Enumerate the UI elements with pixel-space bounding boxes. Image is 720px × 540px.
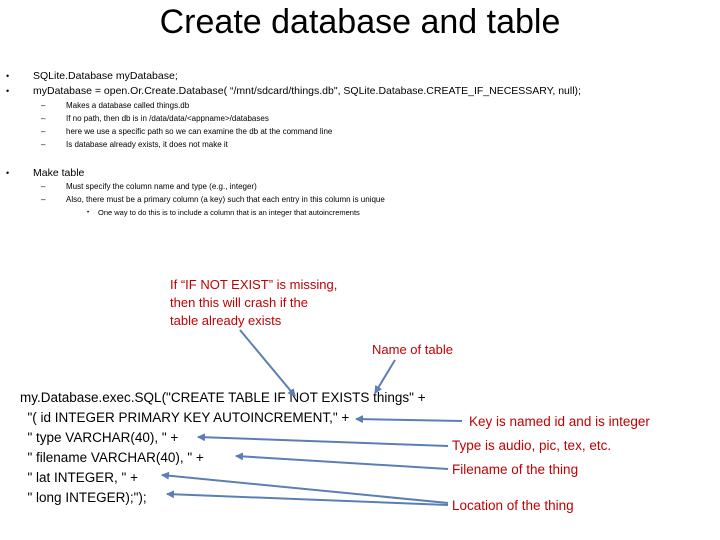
arrow-name-of-table — [375, 360, 395, 393]
table-sub-item: Also, there must be a primary column (a key) such that each entry in this column is unique — [66, 195, 385, 204]
code-line: " long INTEGER);"); — [20, 490, 147, 505]
make-table-text: Make table — [33, 167, 85, 179]
dash-marker: – — [41, 101, 46, 110]
dash-marker: – — [41, 127, 46, 136]
bullet-marker: • — [6, 71, 10, 81]
arrow-type — [198, 437, 448, 446]
dash-marker: – — [41, 114, 46, 123]
dash-marker: – — [41, 195, 46, 204]
table-sub-item: Must specify the column name and type (e.g., integer) — [66, 182, 257, 191]
db-sub-item: here we use a specific path so we can examine the db at the command line — [66, 127, 333, 136]
table-subsub-item: One way to do this is to include a column that is an integer that autoincrements — [98, 208, 360, 217]
db-sub-item: Is database already exists, it does not make it — [66, 140, 228, 149]
code-line: " filename VARCHAR(40), " + — [20, 450, 204, 465]
code-line: my.Database.exec.SQL("CREATE TABLE IF NOT EXISTS things" + — [20, 390, 426, 405]
bullet-marker: • — [87, 210, 90, 216]
note-line: then this will crash if the — [170, 295, 309, 310]
bullet-marker: • — [6, 168, 10, 178]
bullet-marker: • — [6, 86, 10, 96]
dash-marker: – — [41, 182, 46, 191]
side-note-type: Type is audio, pic, tex, etc. — [452, 438, 612, 453]
arrow-filename — [236, 456, 448, 469]
arrow-not-exist — [240, 330, 295, 396]
code-line: "( id INTEGER PRIMARY KEY AUTOINCREMENT," + — [20, 410, 350, 425]
side-note-filename: Filename of the thing — [452, 462, 579, 477]
code-line: " type VARCHAR(40), " + — [20, 430, 179, 445]
db-declaration-text: SQLite.Database myDatabase; — [33, 70, 178, 82]
slide-title: Create database and table — [159, 3, 561, 41]
side-note-key: Key is named id and is integer — [469, 414, 650, 429]
note-line: If “IF NOT EXIST” is missing, — [170, 277, 338, 292]
name-of-table-note: Name of table — [372, 342, 453, 357]
side-note-location: Location of the thing — [452, 498, 574, 513]
db-open-text: myDatabase = open.Or.Create.Database( “/mnt/sdcard/things.db", SQLite.Database.CREATE_IF_NECESSARY, null); — [33, 85, 581, 97]
db-sub-item: If no path, then db is in /data/data/<appname>/databases — [66, 114, 269, 123]
code-line: " lat INTEGER, " + — [20, 470, 138, 485]
note-line: table already exists — [170, 313, 282, 328]
db-sub-item: Makes a database called things.db — [66, 101, 190, 110]
arrow-key — [356, 419, 462, 421]
dash-marker: – — [41, 140, 46, 149]
